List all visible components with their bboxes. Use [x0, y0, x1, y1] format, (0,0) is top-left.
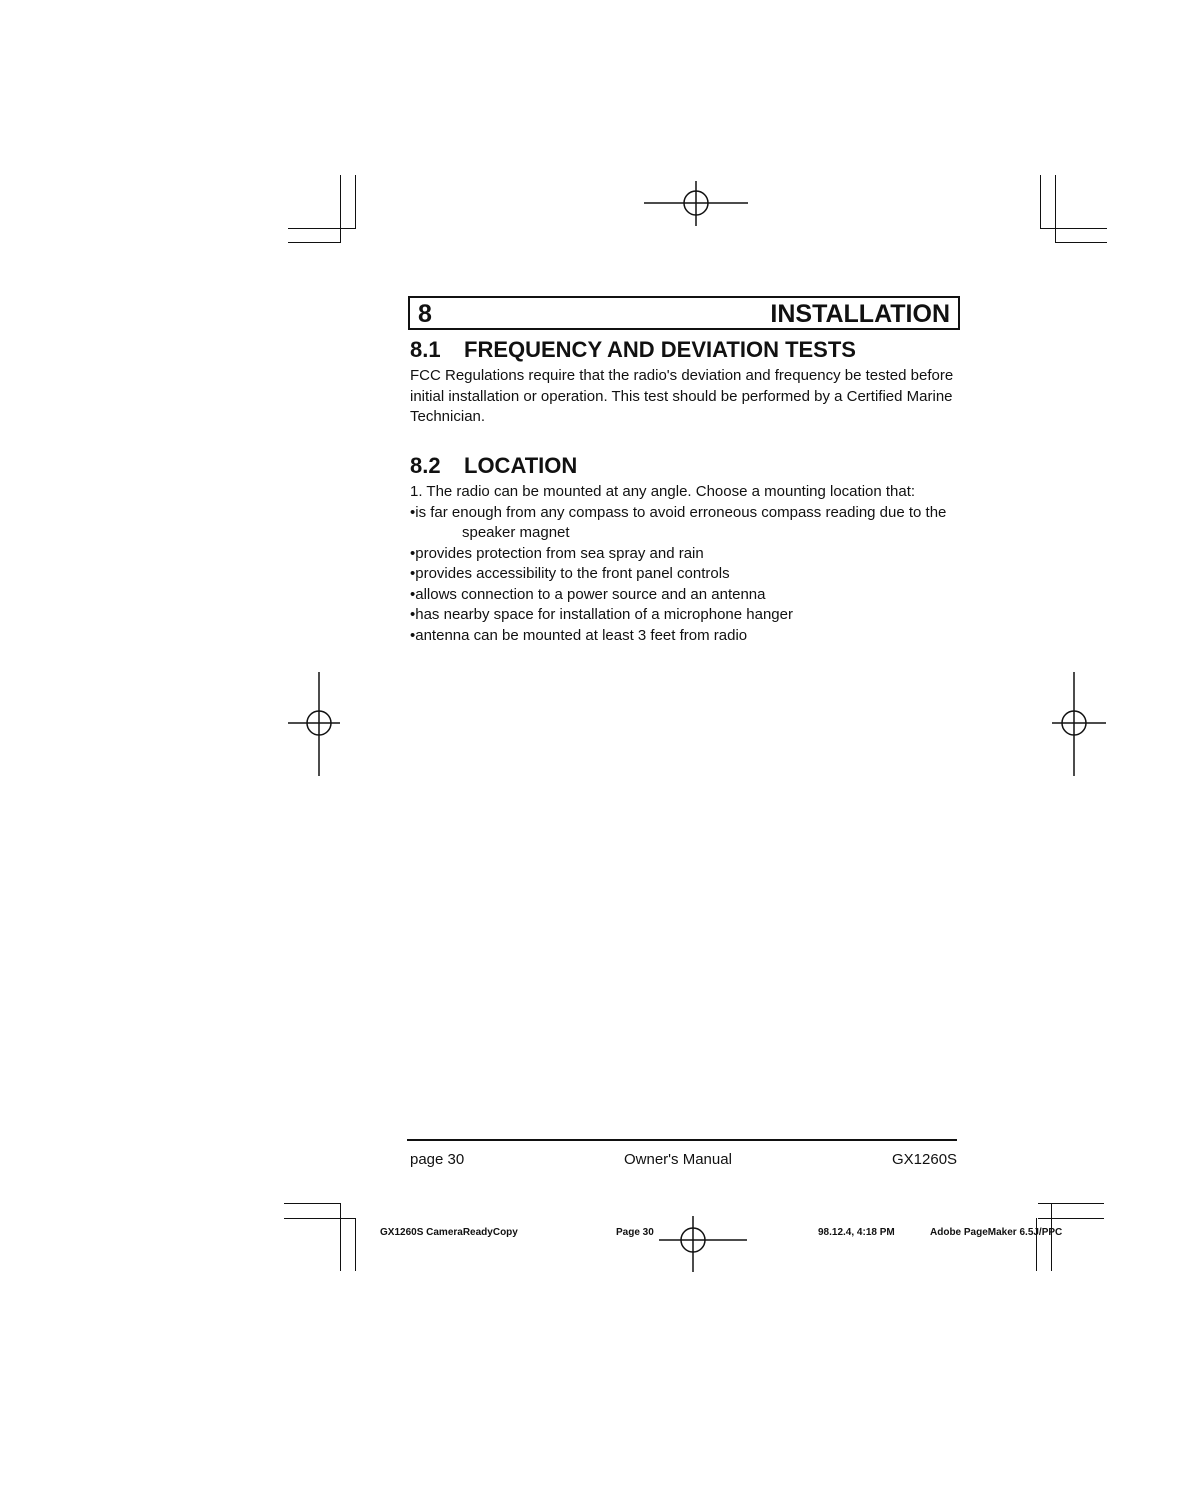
registration-mark-icon [640, 178, 752, 228]
list-item: •provides protection from sea spray and rain [410, 544, 704, 562]
section-number: 8.1 [410, 337, 441, 362]
crop-mark [340, 1203, 341, 1271]
registration-mark-icon [655, 1214, 750, 1274]
list-item: •has nearby space for installation of a microphone hanger [410, 606, 793, 623]
footer-model: GX1260S [892, 1151, 958, 1168]
section-paragraph: FCC Regulations require that the radio's deviation and frequency be tested before initial installation or operation. This test should be performed by a Certified Marine Technician. [410, 367, 954, 425]
crop-mark [288, 242, 341, 243]
crop-mark [1036, 1218, 1037, 1271]
crop-mark [355, 175, 356, 229]
list-item: •antenna can be mounted at least 3 feet from radio [410, 626, 748, 644]
crop-mark [1038, 1203, 1104, 1204]
crop-mark [1038, 1218, 1104, 1219]
crop-mark [340, 175, 341, 243]
list-item: •provides accessibility to the front panel controls [410, 565, 730, 582]
section-heading [410, 337, 856, 363]
registration-mark-icon [1050, 670, 1108, 778]
list-item: •is far enough from any compass to avoid erroneous compass reading due to the speaker magnet [410, 503, 947, 541]
crop-mark [1040, 228, 1107, 229]
slug-timestamp: 98.12.4, 4:18 PM [818, 1227, 895, 1238]
list-item: 1. The radio can be mounted at any angle. Choose a mounting location that: [410, 483, 916, 500]
footer-rule [407, 1139, 957, 1141]
chapter-number: 8 [418, 300, 432, 328]
slug-application: Adobe PageMaker 6.5J/PPC [930, 1227, 1063, 1238]
footer-page-number: page 30 [410, 1151, 465, 1168]
crop-mark [1055, 175, 1056, 243]
registration-mark-icon [286, 670, 342, 778]
crop-mark [284, 1203, 340, 1204]
footer-manual-title: Owner's Manual [624, 1151, 732, 1168]
chapter-header [408, 296, 960, 330]
section-heading [410, 453, 577, 479]
crop-mark [355, 1218, 356, 1271]
section-title: LOCATION [464, 453, 578, 478]
crop-mark [1040, 175, 1041, 229]
section-title: FREQUENCY AND DEVIATION TESTS [464, 337, 856, 362]
section-number: 8.2 [410, 453, 441, 478]
chapter-title: INSTALLATION [770, 300, 950, 328]
slug-page: Page 30 [616, 1227, 654, 1238]
crop-mark [288, 228, 356, 229]
list-item: •allows connection to a power source and an antenna [410, 585, 766, 603]
slug-filename: GX1260S CameraReadyCopy [380, 1227, 518, 1238]
crop-mark [1055, 242, 1107, 243]
crop-mark [284, 1218, 356, 1219]
location-list [410, 482, 970, 646]
